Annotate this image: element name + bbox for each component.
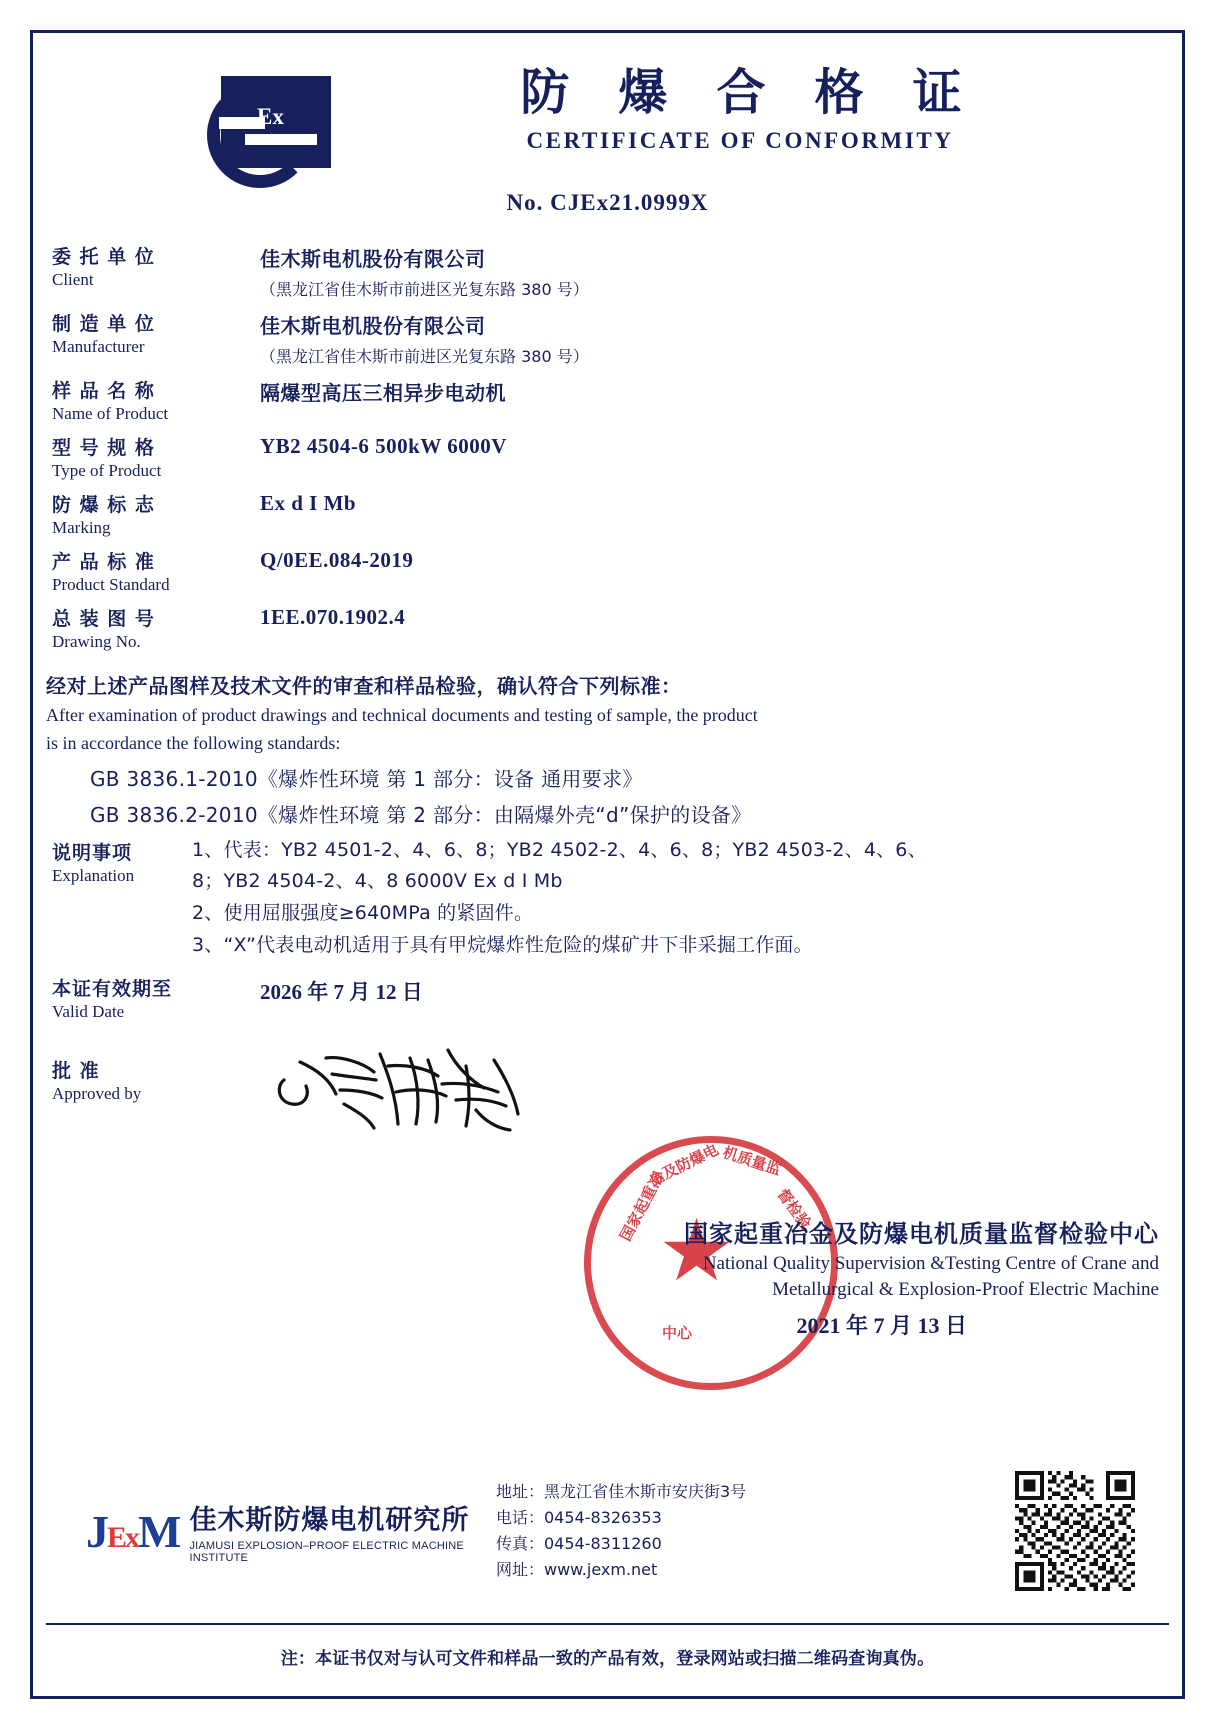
jexm-mark-icon: JExM [86,1505,180,1557]
issuer-name-en-line1: National Quality Supervision &Testing Centre of Crane and [702,1253,1159,1275]
issue-date: 2021 年 7 月 13 日 [796,1313,967,1339]
seal-and-issuer [46,1136,1169,1346]
ex-logo-label: Ex [257,104,284,129]
valid-label-en: Valid Date [52,1002,125,1022]
field-label-en: Drawing No. [52,632,141,651]
page-content [46,46,1169,1683]
approved-label-en: Approved by [52,1084,142,1104]
explanation-item: 3、“X”代表电动机适用于具有甲烷爆炸性危险的煤矿井下非采掘工作面。 [192,933,813,956]
footer-note: 注：本证书仅对与认可文件和样品一致的产品有效，登录网站或扫描二维码查询真伪。 [280,1649,935,1669]
certificate-number: No. CJEx21.0999X [506,190,709,215]
field-label-cn: 委 托 单 位 [52,246,155,268]
explanation-item: 1、代表：YB2 4501-2、4、6、8；YB2 4502-2、4、6、8；YB2 4503-2、4、6、 [192,838,927,861]
explanation-section [46,838,1169,965]
institute-logo [46,1498,476,1564]
contact-fax: 传真：0454-8311260 [496,1534,662,1553]
field-value: YB2 4504-6 500kW 6000V [260,434,507,458]
field-value: 佳木斯电机股份有限公司 [260,247,486,271]
field-label-cn: 产 品 标 准 [52,551,155,573]
institute-name-cn: 佳木斯防爆电机研究所 [189,1505,470,1536]
contact-phone: 电话：0454-8326353 [496,1508,662,1528]
seal-star-icon: ★ [658,1203,736,1300]
field-value: 1EE.070.1902.4 [260,605,406,629]
field-label-cn: 防 爆 标 志 [52,494,155,516]
field-value: 佳木斯电机股份有限公司 [260,314,486,338]
valid-date-value: 2026 年 7 月 12 日 [260,980,423,1005]
field-row-manufacturer [46,309,1169,367]
field-label-en: Marking [52,518,111,537]
standard-item: GB 3836.1-2010《爆炸性环境 第 1 部分：设备 通用要求》 [90,766,643,791]
field-list [46,242,1169,652]
field-value: 隔爆型高压三相异步电动机 [260,381,506,405]
field-label-en: Product Standard [52,575,170,594]
field-row-product-name [46,376,1169,424]
field-value: Ex d I Mb [260,491,357,515]
approved-label-cn: 批 准 [52,1060,100,1083]
contact-info [476,1479,1015,1583]
field-label-en: Type of Product [52,461,162,480]
field-label-cn: 总 装 图 号 [52,608,155,630]
title-english: CERTIFICATE OF CONFORMITY [526,127,954,153]
certificate-header [46,46,1169,168]
explanation-label-cn: 说明事项 [52,841,133,864]
field-row-product-standard [46,547,1169,595]
contact-address: 地址：黑龙江省佳木斯市安庆街3号 [496,1482,747,1502]
statement-chinese: 经对上述产品图样及技术文件的审查和样品检验，确认符合下列标准： [46,674,682,698]
valid-label-cn: 本证有效期至 [52,978,173,1001]
valid-date-row [46,974,1169,1022]
footer-divider [46,1623,1169,1625]
footer [46,1471,1169,1591]
field-row-drawing-no [46,604,1169,652]
qr-code[interactable] [1015,1471,1135,1591]
conformity-statement [46,670,1169,828]
field-label-cn: 样 品 名 称 [52,380,155,402]
field-value: Q/0EE.084-2019 [260,548,414,572]
approval-row [46,1056,1169,1146]
signature [260,1056,680,1146]
explanation-label-en: Explanation [52,865,135,885]
field-subvalue: （黑龙江省佳木斯市前进区光复东路 380 号） [260,347,589,366]
field-row-product-type [46,433,1169,481]
field-row-marking [46,490,1169,538]
explanation-item: 8；YB2 4504-2、4、8 6000V Ex d I Mb [192,870,563,893]
statement-english-line1: After examination of product drawings and technical documents and testing of sample, the product [46,705,758,725]
ex-logo-icon [221,76,331,168]
seal-text: 国家起重冶 金及防爆电 机质量监 督检验 中心 [616,1140,815,1343]
issuer-block [459,1214,1159,1340]
field-label-cn: 制 造 单 位 [52,313,155,335]
issuer-name-cn: 国家起重冶金及防爆电机质量监督检验中心 [684,1220,1159,1249]
explanation-item: 2、使用屈服强度≥640MPa 的紧固件。 [192,901,534,924]
field-label-en: Manufacturer [52,337,145,356]
field-subvalue: （黑龙江省佳木斯市前进区光复东路 380 号） [260,280,589,299]
statement-english-line2: is in accordance the following standards: [46,733,341,754]
contact-website[interactable]: 网址：www.jexm.net [496,1559,658,1579]
field-label-cn: 型 号 规 格 [52,437,155,459]
title-chinese: 防 爆 合 格 证 [520,64,978,121]
issuer-name-en-line2: Metallurgical & Explosion-Proof Electric Machine [772,1279,1159,1301]
institute-name-en: JIAMUSI EXPLOSION–PROOF ELECTRIC MACHINE INSTITUTE [189,1540,464,1564]
field-label-en: Client [52,270,94,289]
field-row-client [46,242,1169,300]
standard-item: GB 3836.2-2010《爆炸性环境 第 2 部分：由隔爆外壳“d”保护的设备》 [90,802,752,827]
field-label-en: Name of Product [52,404,169,423]
